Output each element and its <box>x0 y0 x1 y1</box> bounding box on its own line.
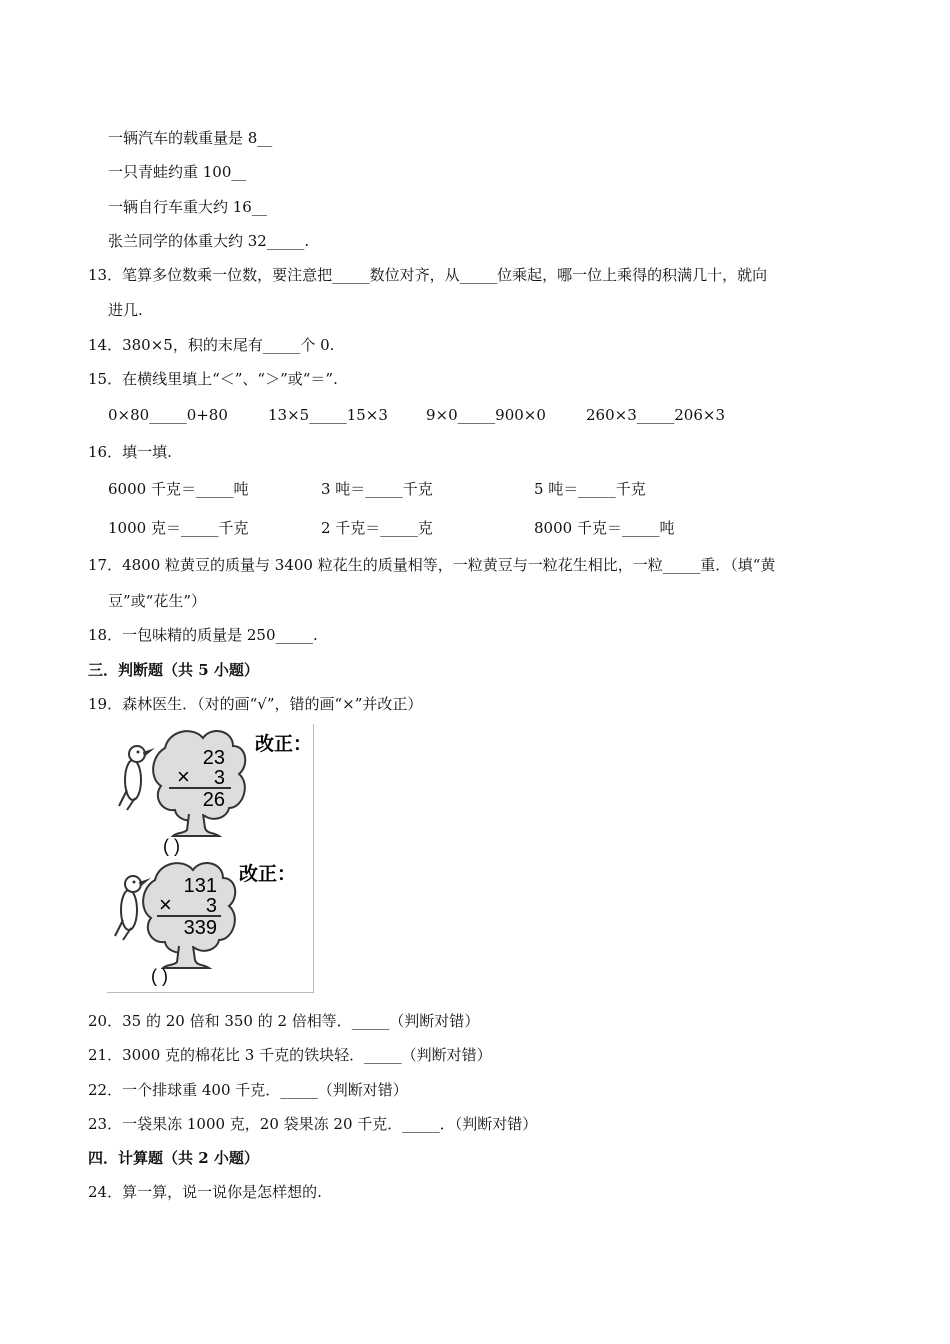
p1-times: × <box>177 764 190 789</box>
q16-r2-c1: 1000 克＝_____千克 <box>108 519 249 537</box>
question-13-cont: 进几. <box>108 301 143 319</box>
q15-item-3: 9×0_____900×0 <box>426 406 546 424</box>
p2-times: × <box>159 892 172 917</box>
answer-paren-1: ( ) <box>163 836 180 856</box>
question-20: 20．35 的 20 倍和 350 的 2 倍相等．_____（判断对错） <box>88 1012 480 1030</box>
question-13: 13．笔算多位数乘一位数，要注意把_____数位对齐，从_____位乘起，哪一位上乘得的积满几十，就向 <box>88 266 768 284</box>
question-21: 21．3000 克的棉花比 3 千克的铁块轻．_____（判断对错） <box>88 1046 492 1064</box>
section-3-title: 三．判断题（共 5 小题） <box>88 661 259 679</box>
line-student: 张兰同学的体重大约 32_____. <box>108 232 310 250</box>
line-frog: 一只青蛙约重 100__ <box>108 163 247 181</box>
q16-r2-c2: 2 千克＝_____克 <box>321 519 433 537</box>
p1-result: 26 <box>202 789 225 811</box>
question-16: 16．填一填. <box>88 443 172 461</box>
p2-result: 339 <box>183 917 217 939</box>
q16-r1-c1: 6000 千克＝_____吨 <box>108 480 249 498</box>
question-19: 19．森林医生．（对的画“√”，错的画“×”并改正） <box>88 695 423 713</box>
section-4-title: 四．计算题（共 2 小题） <box>88 1149 259 1167</box>
q15-item-4: 260×3_____206×3 <box>586 406 725 424</box>
question-18: 18．一包味精的质量是 250_____. <box>88 626 318 644</box>
p2-multiplicand: 131 <box>183 875 217 897</box>
question-22: 22．一个排球重 400 千克．_____（判断对错） <box>88 1081 408 1099</box>
line-bike: 一辆自行车重大约 16__ <box>108 198 267 216</box>
woodpecker-icon <box>119 746 155 810</box>
q15-item-2: 13×5_____15×3 <box>268 406 388 424</box>
correct-label-1: 改正： <box>255 733 313 755</box>
question-15: 15．在横线里填上“＜”、“＞”或“＝”. <box>88 370 338 388</box>
p1-multiplicand: 23 <box>202 747 225 769</box>
q16-r1-c2: 3 吨＝_____千克 <box>321 480 433 498</box>
question-17: 17．4800 粒黄豆的质量与 3400 粒花生的质量相等，一粒黄豆与一粒花生相比，一粒_____重．（填“黄 <box>88 556 776 574</box>
q16-r1-c3: 5 吨＝_____千克 <box>534 480 646 498</box>
tree-top <box>153 731 245 836</box>
line-truck: 一辆汽车的载重量是 8__ <box>108 129 273 147</box>
correct-label-2: 改正： <box>239 863 297 885</box>
p1-multiplier: 3 <box>213 767 225 789</box>
q16-r2-c3: 8000 千克＝_____吨 <box>534 519 675 537</box>
question-17-cont: 豆”或“花生”） <box>108 592 207 610</box>
p2-multiplier: 3 <box>205 895 217 917</box>
q15-item-1: 0×80_____0+80 <box>108 406 228 424</box>
question-24: 24．算一算，说一说你是怎样想的. <box>88 1183 322 1201</box>
question-23: 23．一袋果冻 1000 克，20 袋果冻 20 千克．_____．（判断对错） <box>88 1115 538 1133</box>
forest-doctor-figure <box>107 724 314 993</box>
question-14: 14．380×5，积的末尾有_____个 0. <box>88 336 335 354</box>
answer-paren-2: ( ) <box>151 966 168 986</box>
